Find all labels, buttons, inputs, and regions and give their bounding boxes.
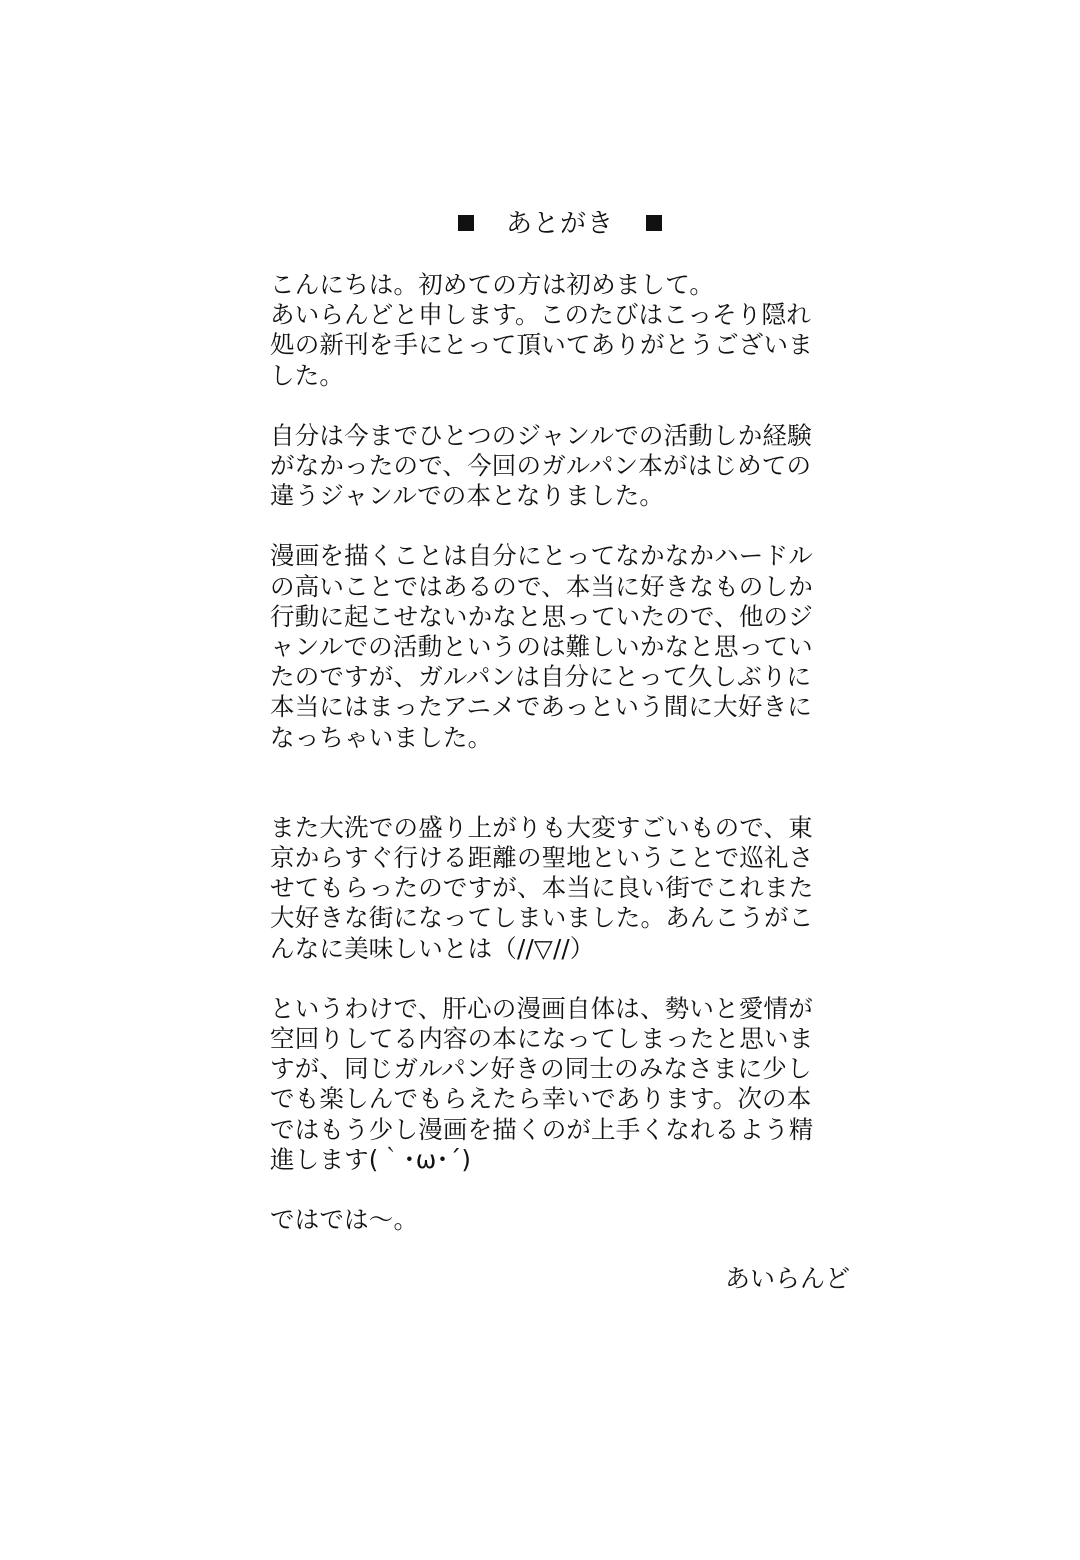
paragraph-manga [270, 541, 840, 752]
text-line: こんにちは。初めての方は初めまして。 [270, 270, 715, 299]
text-line: というわけで、肝心の漫画自体は、勢いと愛情が [270, 993, 813, 1023]
text-line: 京からすぐ行ける距離の聖地ということで巡礼さ [270, 843, 814, 873]
text-line: たのですが、ガルパンは自分にとって久しぶりに [270, 662, 812, 692]
afterword-heading [0, 204, 1080, 244]
text-line: 漫画を描くことは自分にとってなかなかハードル [270, 541, 813, 571]
paragraph-genre [270, 421, 840, 512]
text-line: ではもう少し漫画を描くのが上手くなれるよう精 [270, 1114, 814, 1144]
text-line: 空回りしてる内容の本になってしまったと思いま [270, 1024, 814, 1054]
text-line: 違うジャンルでの本となりました。 [270, 481, 665, 511]
text-line: がなかったので、今回のガルパン本がはじめての [270, 451, 812, 481]
author-signature: あいらんど [724, 1264, 850, 1293]
text-line: 大好きな街になってしまいました。あんこうがこ [270, 903, 814, 933]
text-line: せてもらったのですが、本当に良い街でこれまた [270, 873, 814, 903]
text-line: あいらんどと申します。このたびはこっそり隠れ [270, 300, 811, 330]
paragraph-farewell [270, 1205, 840, 1235]
paragraph-closing [270, 994, 840, 1175]
text-line: なっちゃいました。 [270, 722, 493, 752]
afterword-body [270, 270, 840, 1235]
text-line: 進します(｀･ω･´) [270, 1144, 472, 1174]
text-line: んなに美味しいとは（//▽//） [270, 933, 595, 963]
text-line: 本当にはまったアニメであっという間に大好きに [270, 692, 812, 722]
paragraph-greeting [270, 270, 840, 391]
text-line: 自分は今までひとつのジャンルでの活動しか経験 [270, 420, 812, 450]
text-line: ャンルでの活動というのは難しいかなと思ってい [270, 632, 813, 662]
black-square-icon [458, 215, 474, 231]
text-line: ではでは～。 [270, 1205, 419, 1235]
text-line: 行動に起こせないかなと思っていたので、他のジ [270, 601, 813, 631]
black-square-icon [646, 215, 662, 231]
paragraph-oarai [270, 813, 840, 964]
text-line: また大洗での盛り上がりも大変すごいもので、東 [270, 812, 813, 842]
text-line: 処の新刊を手にとって頂いてありがとうございま [270, 330, 813, 360]
text-line: すが、同じガルパン好きの同士のみなさまに少し [270, 1054, 812, 1084]
text-line: でも楽しんでもらえたら幸いであります。次の本 [270, 1084, 812, 1114]
text-line: の高いことではあるので、本当に好きなものしか [270, 571, 813, 601]
afterword-title: あとがき [505, 209, 614, 239]
text-line: した。 [270, 360, 345, 390]
